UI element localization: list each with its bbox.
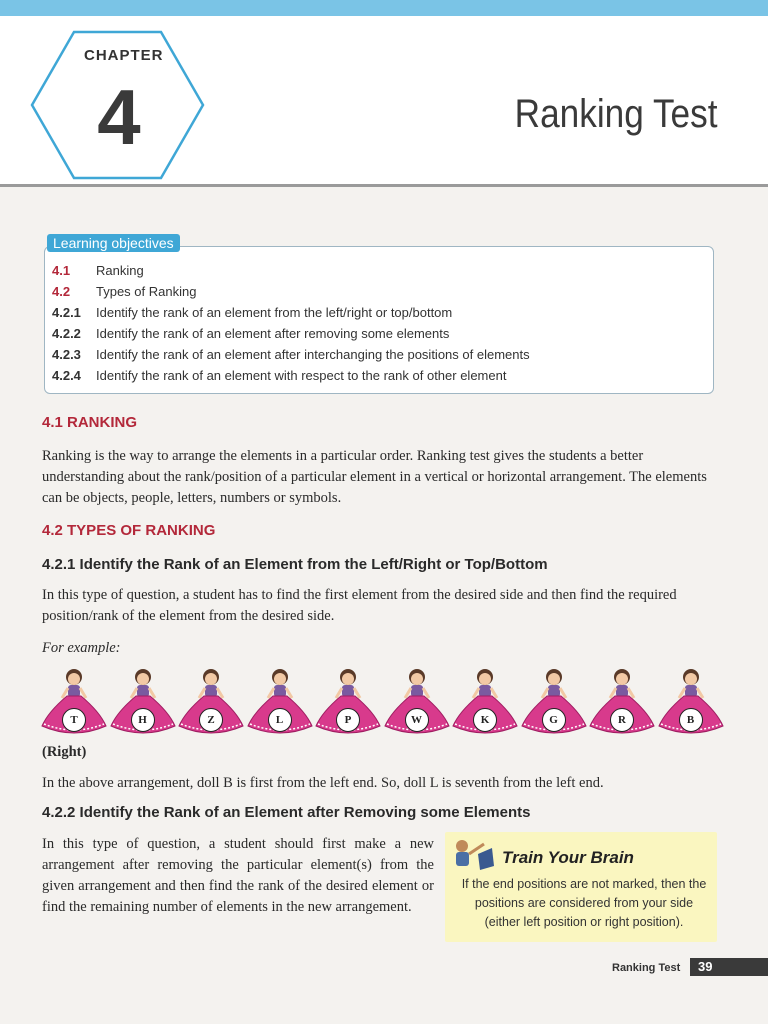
doll-letter-label: H	[131, 708, 155, 732]
page-number: 39	[690, 958, 768, 976]
objective-number: 4.1	[52, 263, 71, 278]
doll-letter-label: K	[473, 708, 497, 732]
doll-figure	[314, 668, 382, 740]
section-heading-types: 4.2 TYPES OF RANKING	[42, 522, 216, 539]
objective-text: Identify the rank of an element with respect to the rank of other element	[96, 368, 507, 383]
doll-letter-label: T	[62, 708, 86, 732]
right-label: (Right)	[42, 744, 87, 760]
doll-letter-label: L	[268, 708, 292, 732]
thinking-person-icon	[448, 836, 498, 872]
list-item	[52, 365, 702, 386]
chapter-label: CHAPTER	[84, 47, 164, 64]
header-divider	[0, 184, 768, 187]
top-color-band	[0, 0, 768, 16]
doll-figure	[246, 668, 314, 740]
doll-letter-label: G	[542, 708, 566, 732]
doll-letter-label: R	[610, 708, 634, 732]
doll-letter-label: B	[679, 708, 703, 732]
train-your-brain-title: Train Your Brain	[502, 848, 634, 867]
doll-letter-label: P	[336, 708, 360, 732]
doll-figure	[177, 668, 245, 740]
subsection-heading-4-2-2: 4.2.2 Identify the Rank of an Element after Removing some Elements	[42, 804, 531, 821]
chapter-number: 4	[97, 73, 141, 161]
objective-number: 4.2	[52, 284, 71, 299]
section-heading-ranking: 4.1 RANKING	[42, 414, 138, 431]
objective-number: 4.2.4	[52, 368, 81, 383]
learning-objectives-tab: Learning objectives	[47, 234, 180, 252]
train-your-brain-text: If the end positions are not marked, then the positions are considered from your side (either left position or right position).	[461, 877, 707, 929]
example-label: For example:	[42, 640, 121, 656]
list-item	[52, 302, 702, 323]
objective-text: Identify the rank of an element after interchanging the positions of elements	[96, 347, 530, 362]
objective-text: Identify the rank of an element from the left/right or top/bottom	[96, 305, 453, 320]
list-item	[52, 281, 702, 302]
doll-figure	[451, 668, 519, 740]
subsection-heading-4-2-1: 4.2.1 Identify the Rank of an Element from the Left/Right or Top/Bottom	[42, 556, 548, 573]
list-item	[52, 323, 702, 344]
page-title: Ranking Test	[515, 92, 718, 136]
doll-letter-label: Z	[199, 708, 223, 732]
objective-number: 4.2.3	[52, 347, 81, 362]
subsection-paragraph-4-2-2: In this type of question, a student should first make a new arrangement after removing the particular element(s) from the given arrangement and then find the rank of the desired element or find the remaining number of elements in the new arrangement.	[42, 836, 434, 915]
subsection-paragraph-4-2-1: In this type of question, a student has to find the first element from the desired side and then find the required position/rank of the element from the desired side.	[42, 587, 677, 624]
doll-figure	[520, 668, 588, 740]
doll-figure	[588, 668, 656, 740]
doll-figure	[40, 668, 108, 740]
objective-text: Types of Ranking	[96, 284, 197, 299]
objective-text: Ranking	[96, 263, 144, 278]
doll-arrangement	[40, 668, 720, 740]
doll-figure	[109, 668, 177, 740]
footer-chapter-label: Ranking Test	[612, 962, 681, 974]
objective-text: Identify the rank of an element after removing some elements	[96, 326, 450, 341]
doll-figure	[657, 668, 725, 740]
objective-number: 4.2.1	[52, 305, 81, 320]
list-item	[52, 260, 702, 281]
ranking-paragraph: Ranking is the way to arrange the elements in a particular order. Ranking test gives the students a better understanding about the rank/position of a particular element in a vertical or horizontal arrangement. The elements can be objects, people, letters, numbers or symbols.	[42, 448, 707, 506]
arrangement-explanation: In the above arrangement, doll B is first from the left end. So, doll L is seventh from the left end.	[42, 775, 604, 791]
doll-figure	[383, 668, 451, 740]
doll-letter-label: W	[405, 708, 429, 732]
objective-number: 4.2.2	[52, 326, 81, 341]
learning-objectives-list	[52, 260, 702, 386]
list-item	[52, 344, 702, 365]
